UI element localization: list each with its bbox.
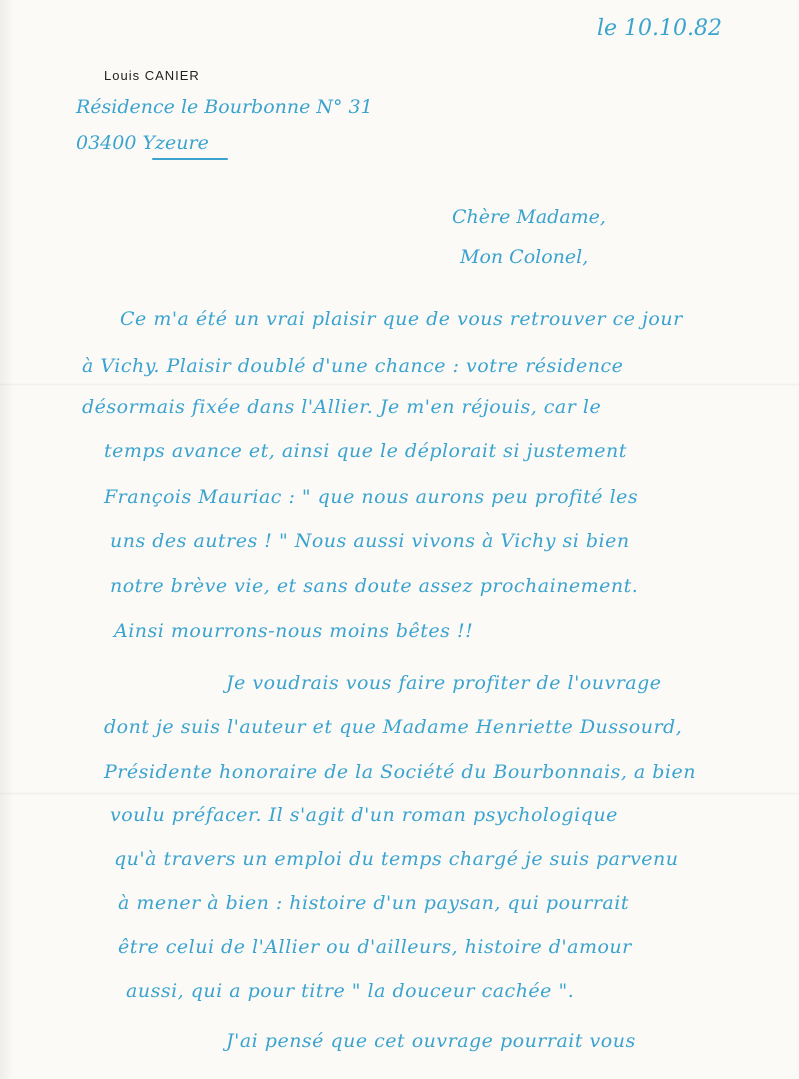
body-line: être celui de l'Allier ou d'ailleurs, histoire d'amour (118, 936, 632, 958)
sender-name: Louis CANIER (104, 68, 200, 83)
paper-fold-line (0, 383, 799, 386)
body-line: temps avance et, ainsi que le déplorait si justement (104, 440, 627, 462)
page-edge-shadow (0, 0, 14, 1079)
body-line: J'ai pensé que cet ouvrage pourrait vous (226, 1030, 636, 1052)
body-line: voulu préfacer. Il s'agit d'un roman psychologique (110, 804, 618, 826)
body-line: qu'à travers un emploi du temps chargé je suis parvenu (114, 848, 679, 870)
salutation-line-1: Chère Madame, (452, 206, 606, 228)
body-line: François Mauriac : " que nous aurons peu profité les (104, 486, 639, 508)
sender-address-line-2: 03400 Yzeure (76, 132, 209, 154)
body-line: dont je suis l'auteur et que Madame Henriette Dussourd, (104, 716, 683, 738)
body-line: Ce m'a été un vrai plaisir que de vous retrouver ce jour (120, 308, 683, 330)
body-line: à mener à bien : histoire d'un paysan, qui pourrait (118, 892, 629, 914)
paper-fold-line (0, 792, 799, 795)
salutation-line-2: Mon Colonel, (460, 246, 589, 268)
body-line: uns des autres ! " Nous aussi vivons à Vichy si bien (110, 530, 630, 552)
body-line: Je voudrais vous faire profiter de l'ouvrage (226, 672, 662, 694)
letter-date: le 10.10.82 (597, 16, 723, 41)
body-line: Ainsi mourrons-nous moins bêtes !! (114, 620, 474, 642)
body-line: aussi, qui a pour titre " la douceur cachée ". (126, 980, 575, 1002)
body-line: à Vichy. Plaisir doublé d'une chance : votre résidence (82, 355, 624, 377)
body-line: désormais fixée dans l'Allier. Je m'en réjouis, car le (82, 396, 602, 418)
body-line: notre brève vie, et sans doute assez prochainement. (110, 575, 639, 597)
address-underline (152, 158, 228, 160)
body-line: Présidente honoraire de la Société du Bourbonnais, a bien (104, 761, 696, 783)
sender-address-line-1: Résidence le Bourbonne N° 31 (76, 96, 373, 118)
